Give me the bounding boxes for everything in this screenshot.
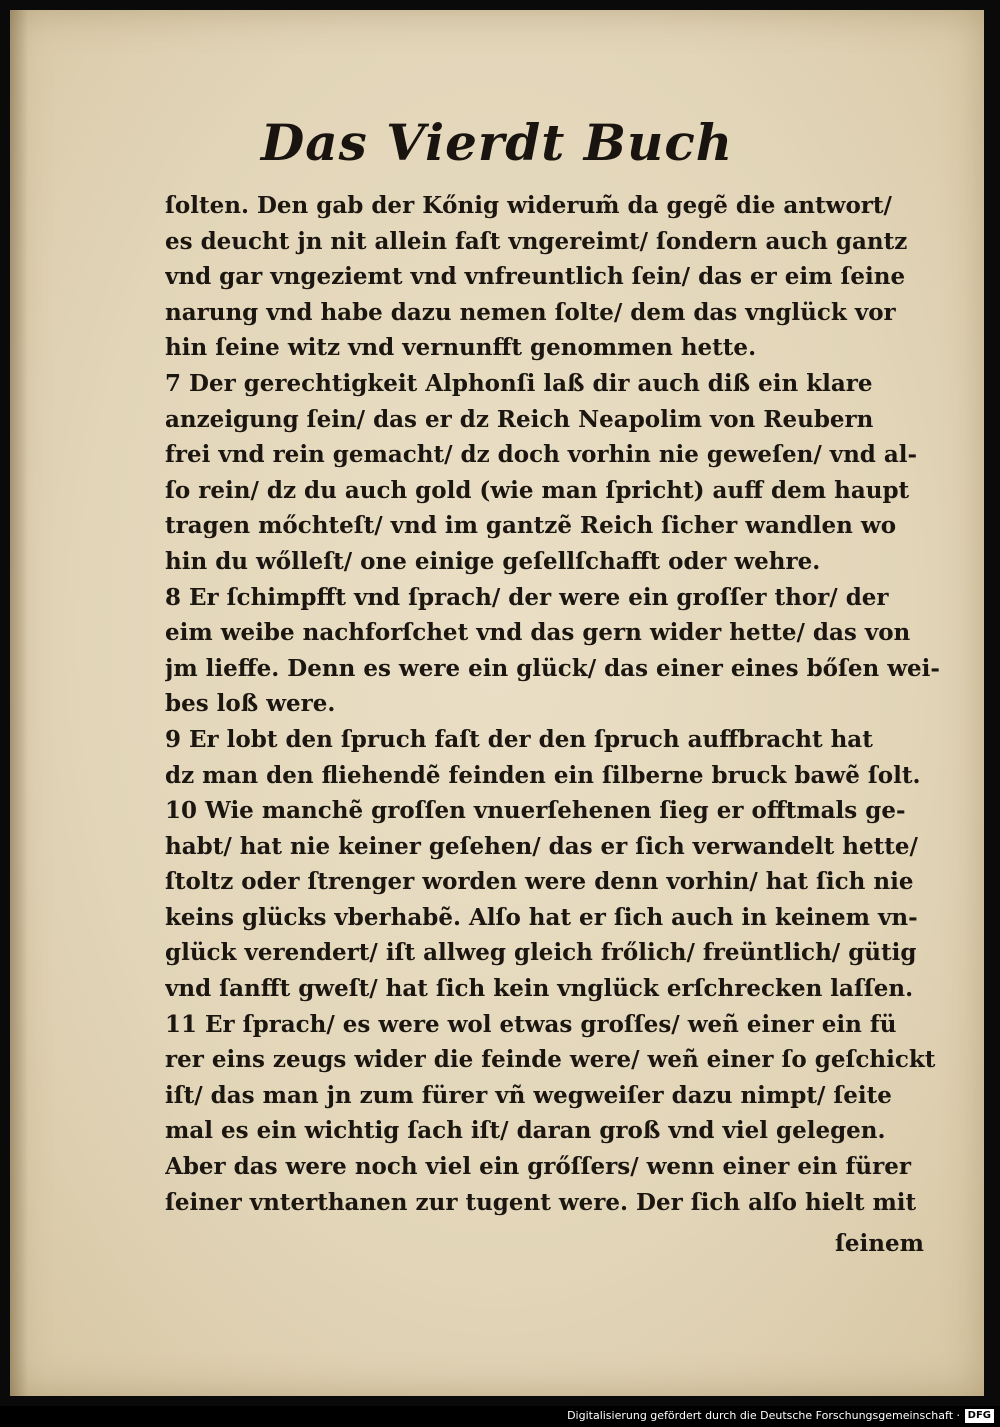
text-line: 11 Er ſprach/ es were wol etwas groſſes/ weñ einer ein fü [165,1010,897,1038]
digitization-footer [0,1406,1000,1427]
text-line: tragen mőchteſt/ vnd im gantzẽ Reich ſicher wandlen wo [165,512,897,540]
footer-credit: Digitalisierung gefördert durch die Deutsche Forschungsgemeinschaft · [567,1409,960,1422]
text-line: 8 Er ſchimpfft vnd ſprach/ der were ein groſſer thor/ der [165,583,889,611]
text-line: 7 Der gerechtigkeit Alphonſi laß dir auch diß ein klare [165,369,873,397]
text-line: eim weibe nachforſchet vnd das gern wider hette/ das von [165,619,911,647]
text-line: hin ſeine witz vnd vernunfft genommen hette. [165,334,757,362]
text-line: iſt/ das man jn zum fürer vñ wegweiſer dazu nimpt/ ſeite [165,1081,892,1109]
text-line: ſeiner vnterthanen zur tugent were. Der ſich alſo hielt mit [165,1188,917,1216]
text-line: bes loß were. [165,690,336,718]
text-line: habt/ hat nie keiner geſehen/ das er ſich verwandelt hette/ [165,832,918,860]
text-line: ſo rein/ dz du auch gold (wie man ſpricht) auff dem haupt [165,476,910,504]
text-line: rer eins zeugs wider die feinde were/ weñ einer ſo geſchickt [165,1046,936,1074]
text-line: hin du wőlleſt/ one einige geſellſchafft oder wehre. [165,547,821,575]
dfg-logo: DFG [965,1409,994,1423]
book-page [10,10,984,1396]
text-line: vnd gar vngeziemt vnd vnfreuntlich ſein/ das er eim ſeine [165,263,906,291]
text-block [165,188,955,1220]
text-line: jm lieffe. Denn es were ein glück/ das einer eines bőſen wei- [165,654,940,682]
text-line: ſolten. Den gab der Kőnig widerum̃ da gegẽ die antwort/ [165,192,892,219]
running-head: Das Vierdt Buch [260,113,734,172]
text-line: mal es ein wichtig ſach iſt/ daran groß vnd viel gelegen. [165,1117,886,1145]
text-line: 10 Wie manchẽ groſſen vnuerſehenen ſieg er offtmals ge- [165,797,906,825]
text-line: glück verendert/ iſt allweg gleich frőlich/ freüntlich/ gütig [165,939,917,967]
text-line: Aber das were noch viel ein grőſſers/ wenn einer ein fürer [165,1153,911,1181]
text-line: keins glücks vberhabẽ. Alſo hat er ſich auch in keinem vn- [165,903,918,931]
text-line: 9 Er lobt den ſpruch faſt der den ſpruch auffbracht hat [165,725,873,753]
catchword: ſeinem [835,1230,924,1257]
text-line: dz man den fliehendẽ feinden ein ſilberne bruck bawẽ ſolt. [165,761,921,789]
text-line: es deucht jn nit allein faſt vngereimt/ ſondern auch gantz [165,227,908,255]
text-line: vnd ſanfft gweſt/ hat ſich kein vnglück erſchrecken laſſen. [165,975,914,1003]
text-line: frei vnd rein gemacht/ dz doch vorhin nie geweſen/ vnd al- [165,441,918,469]
text-line: narung vnd habe dazu nemen ſolte/ dem das vnglück vor [165,298,896,326]
text-line: ſtoltz oder ſtrenger worden were denn vorhin/ hat ſich nie [165,868,914,896]
text-line: anzeigung ſein/ das er dz Reich Neapolim von Reubern [165,405,874,433]
